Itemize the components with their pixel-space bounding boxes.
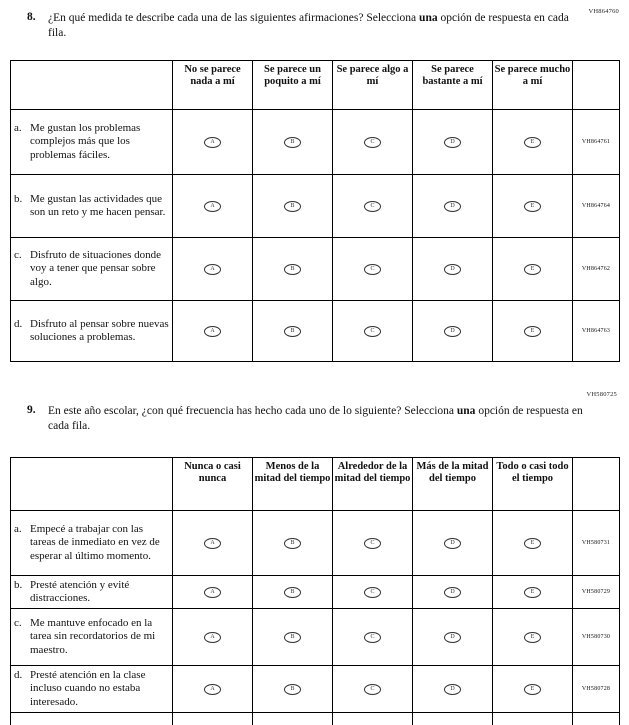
q9-a-option-4[interactable] — [413, 511, 493, 576]
cropped-cell — [333, 713, 413, 725]
answer-bubble-b[interactable]: B — [284, 538, 301, 549]
q9-statement-column-header — [11, 458, 173, 511]
question9-response-grid — [10, 457, 620, 725]
answer-bubble-c[interactable]: C — [364, 684, 381, 695]
answer-bubble-a[interactable]: A — [204, 326, 221, 337]
cropped-cell — [413, 713, 493, 725]
item-code: VH580729 — [573, 576, 620, 609]
q9-b-option-1[interactable] — [173, 576, 253, 609]
q8-column-header-3: Se parece algo a mí — [333, 61, 413, 110]
row-text: Disfruto de situaciones donde voy a tener que pensar sobre algo. — [30, 249, 170, 289]
q9-c-option-1[interactable] — [173, 609, 253, 666]
question9 — [27, 404, 588, 434]
answer-bubble-c[interactable]: C — [364, 264, 381, 275]
row-text: Empecé a trabajar con las tareas de inmediato en vez de esperar al último momento. — [30, 523, 170, 563]
row-text: Me gustan las actividades que son un reto y me hacen pensar. — [30, 193, 170, 220]
q8-c-option-2[interactable] — [253, 238, 333, 301]
q9-d-option-3[interactable] — [333, 666, 413, 713]
q9-row-c-statement — [11, 609, 173, 666]
q8-column-header-2: Se parece un poquito a mí — [253, 61, 333, 110]
question9-text-bold: una — [457, 405, 476, 417]
q8-b-option-3[interactable] — [333, 175, 413, 238]
q9-d-option-2[interactable] — [253, 666, 333, 713]
answer-bubble-a[interactable]: A — [204, 264, 221, 275]
answer-bubble-b[interactable]: B — [284, 137, 301, 148]
answer-bubble-a[interactable]: A — [204, 684, 221, 695]
answer-bubble-d[interactable]: D — [444, 264, 461, 275]
q9-d-option-4[interactable] — [413, 666, 493, 713]
question8-text — [48, 11, 588, 41]
q9-a-option-5[interactable] — [493, 511, 573, 576]
q8-b-option-1[interactable] — [173, 175, 253, 238]
q8-statement-column-header — [11, 61, 173, 110]
q9-c-option-3[interactable] — [333, 609, 413, 666]
q9-c-option-2[interactable] — [253, 609, 333, 666]
q9-column-header-4: Más de la mitad del tiempo — [413, 458, 493, 511]
q9-a-option-1[interactable] — [173, 511, 253, 576]
cropped-cell — [173, 713, 253, 725]
question9-text-part2: opción de respuesta en cada fila. — [48, 405, 583, 432]
answer-bubble-c[interactable]: C — [364, 137, 381, 148]
item-code: VH580730 — [573, 609, 620, 666]
q8-a-option-3[interactable] — [333, 110, 413, 175]
q8-b-option-5[interactable] — [493, 175, 573, 238]
q8-a-option-2[interactable] — [253, 110, 333, 175]
q9-b-option-2[interactable] — [253, 576, 333, 609]
row-text: Disfruto al pensar sobre nuevas soluciones a problemas. — [30, 318, 170, 345]
q9-column-header-3: Alrededor de la mitad del tiempo — [333, 458, 413, 511]
q9-row-d-statement — [11, 666, 173, 713]
answer-bubble-d[interactable]: D — [444, 684, 461, 695]
answer-bubble-c[interactable]: C — [364, 326, 381, 337]
answer-bubble-c[interactable]: C — [364, 632, 381, 643]
q9-c-option-5[interactable] — [493, 609, 573, 666]
cropped-cell — [11, 713, 173, 725]
question9-number: 9. — [27, 404, 41, 434]
row-letter: a. — [14, 122, 27, 162]
question8-text-part2: opción de respuesta en cada fila. — [48, 12, 569, 39]
q8-header-row — [11, 61, 620, 110]
q8-row-c — [11, 238, 620, 301]
q8-row-a-statement — [11, 110, 173, 175]
item-code: VH864761 — [573, 110, 620, 175]
answer-bubble-e[interactable]: E — [524, 137, 541, 148]
q9-row-d — [11, 666, 620, 713]
answer-bubble-e[interactable]: E — [524, 326, 541, 337]
item-code: VH864764 — [573, 175, 620, 238]
q8-row-c-statement — [11, 238, 173, 301]
answer-bubble-e[interactable]: E — [524, 538, 541, 549]
answer-bubble-e[interactable]: E — [524, 587, 541, 598]
row-letter: c. — [14, 617, 27, 657]
answer-bubble-c[interactable]: C — [364, 587, 381, 598]
q8-row-b — [11, 175, 620, 238]
q9-a-option-2[interactable] — [253, 511, 333, 576]
question8-text-bold: una — [419, 12, 438, 24]
q9-a-option-3[interactable] — [333, 511, 413, 576]
q8-column-header-1: No se parece nada a mí — [173, 61, 253, 110]
item-code: VH580731 — [573, 511, 620, 576]
q8-row-a — [11, 110, 620, 175]
row-text: Presté atención y evité distracciones. — [30, 579, 170, 606]
q9-row-c — [11, 609, 620, 666]
q9-column-header-1: Nunca o casi nunca — [173, 458, 253, 511]
answer-bubble-c[interactable]: C — [364, 201, 381, 212]
q8-a-option-1[interactable] — [173, 110, 253, 175]
q8-a-option-5[interactable] — [493, 110, 573, 175]
answer-bubble-d[interactable]: D — [444, 587, 461, 598]
row-letter: c. — [14, 249, 27, 289]
q8-b-option-2[interactable] — [253, 175, 333, 238]
q9-row-b — [11, 576, 620, 609]
item-code: VH580728 — [573, 666, 620, 713]
answer-bubble-d[interactable]: D — [444, 538, 461, 549]
question8 — [27, 11, 588, 41]
row-text: Me mantuve enfocado en la tarea sin recordatorios de mi maestro. — [30, 617, 170, 657]
q8-b-option-4[interactable] — [413, 175, 493, 238]
question8-number: 8. — [27, 11, 41, 41]
question8-form-code: VH864760 — [589, 8, 620, 15]
answer-bubble-e[interactable]: E — [524, 264, 541, 275]
q9-d-option-5[interactable] — [493, 666, 573, 713]
q9-b-option-3[interactable] — [333, 576, 413, 609]
cropped-cell — [493, 713, 573, 725]
q9-d-option-1[interactable] — [173, 666, 253, 713]
row-text: Me gustan los problemas complejos más que los problemas fáciles. — [30, 122, 170, 162]
answer-bubble-d[interactable]: D — [444, 632, 461, 643]
q9-code-column-header — [573, 458, 620, 511]
cropped-cell — [253, 713, 333, 725]
row-letter: d. — [14, 669, 27, 709]
answer-bubble-a[interactable]: A — [204, 538, 221, 549]
answer-bubble-c[interactable]: C — [364, 538, 381, 549]
q9-b-option-4[interactable] — [413, 576, 493, 609]
q9-row-cropped — [11, 713, 620, 725]
q9-header-row — [11, 458, 620, 511]
row-letter: d. — [14, 318, 27, 345]
q8-c-option-3[interactable] — [333, 238, 413, 301]
answer-bubble-b[interactable]: B — [284, 264, 301, 275]
item-code: VH864762 — [573, 238, 620, 301]
q9-c-option-4[interactable] — [413, 609, 493, 666]
answer-bubble-a[interactable]: A — [204, 632, 221, 643]
q8-column-header-5: Se parece mucho a mí — [493, 61, 573, 110]
answer-bubble-d[interactable]: D — [444, 137, 461, 148]
item-code: VH864763 — [573, 301, 620, 362]
answer-bubble-d[interactable]: D — [444, 201, 461, 212]
row-letter: b. — [14, 579, 27, 606]
q8-d-option-5[interactable] — [493, 301, 573, 362]
answer-bubble-b[interactable]: B — [284, 632, 301, 643]
q9-column-header-5: Todo o casi todo el tiempo — [493, 458, 573, 511]
answer-bubble-b[interactable]: B — [284, 326, 301, 337]
q9-row-a-statement — [11, 511, 173, 576]
answer-bubble-e[interactable]: E — [524, 632, 541, 643]
answer-bubble-a[interactable]: A — [204, 587, 221, 598]
q8-row-d-statement — [11, 301, 173, 362]
q9-row-b-statement — [11, 576, 173, 609]
cropped-cell — [573, 713, 620, 725]
q8-column-header-4: Se parece bastante a mí — [413, 61, 493, 110]
q9-b-option-5[interactable] — [493, 576, 573, 609]
q8-a-option-4[interactable] — [413, 110, 493, 175]
q8-c-option-4[interactable] — [413, 238, 493, 301]
q9-row-a — [11, 511, 620, 576]
answer-bubble-e[interactable]: E — [524, 201, 541, 212]
answer-bubble-e[interactable]: E — [524, 684, 541, 695]
row-letter: b. — [14, 193, 27, 220]
question8-text-part1: ¿En qué medida te describe cada una de las siguientes afirmaciones? Selecciona — [48, 12, 419, 24]
answer-bubble-a[interactable]: A — [204, 137, 221, 148]
q8-code-column-header — [573, 61, 620, 110]
q8-d-option-2[interactable] — [253, 301, 333, 362]
q8-d-option-1[interactable] — [173, 301, 253, 362]
question9-form-code: VH580725 — [587, 391, 618, 398]
q9-column-header-2: Menos de la mitad del tiempo — [253, 458, 333, 511]
answer-bubble-a[interactable]: A — [204, 201, 221, 212]
answer-bubble-d[interactable]: D — [444, 326, 461, 337]
q8-d-option-4[interactable] — [413, 301, 493, 362]
q8-c-option-5[interactable] — [493, 238, 573, 301]
answer-bubble-b[interactable]: B — [284, 684, 301, 695]
q8-c-option-1[interactable] — [173, 238, 253, 301]
question9-text — [48, 404, 588, 434]
question8-response-grid — [10, 60, 620, 362]
q8-row-b-statement — [11, 175, 173, 238]
answer-bubble-b[interactable]: B — [284, 587, 301, 598]
question9-text-part1: En este año escolar, ¿con qué frecuencia has hecho cada uno de lo siguiente? Selecciona — [48, 405, 457, 417]
q8-row-d — [11, 301, 620, 362]
row-text: Presté atención en la clase incluso cuando no estaba interesado. — [30, 669, 170, 709]
q8-d-option-3[interactable] — [333, 301, 413, 362]
row-letter: a. — [14, 523, 27, 563]
answer-bubble-b[interactable]: B — [284, 201, 301, 212]
